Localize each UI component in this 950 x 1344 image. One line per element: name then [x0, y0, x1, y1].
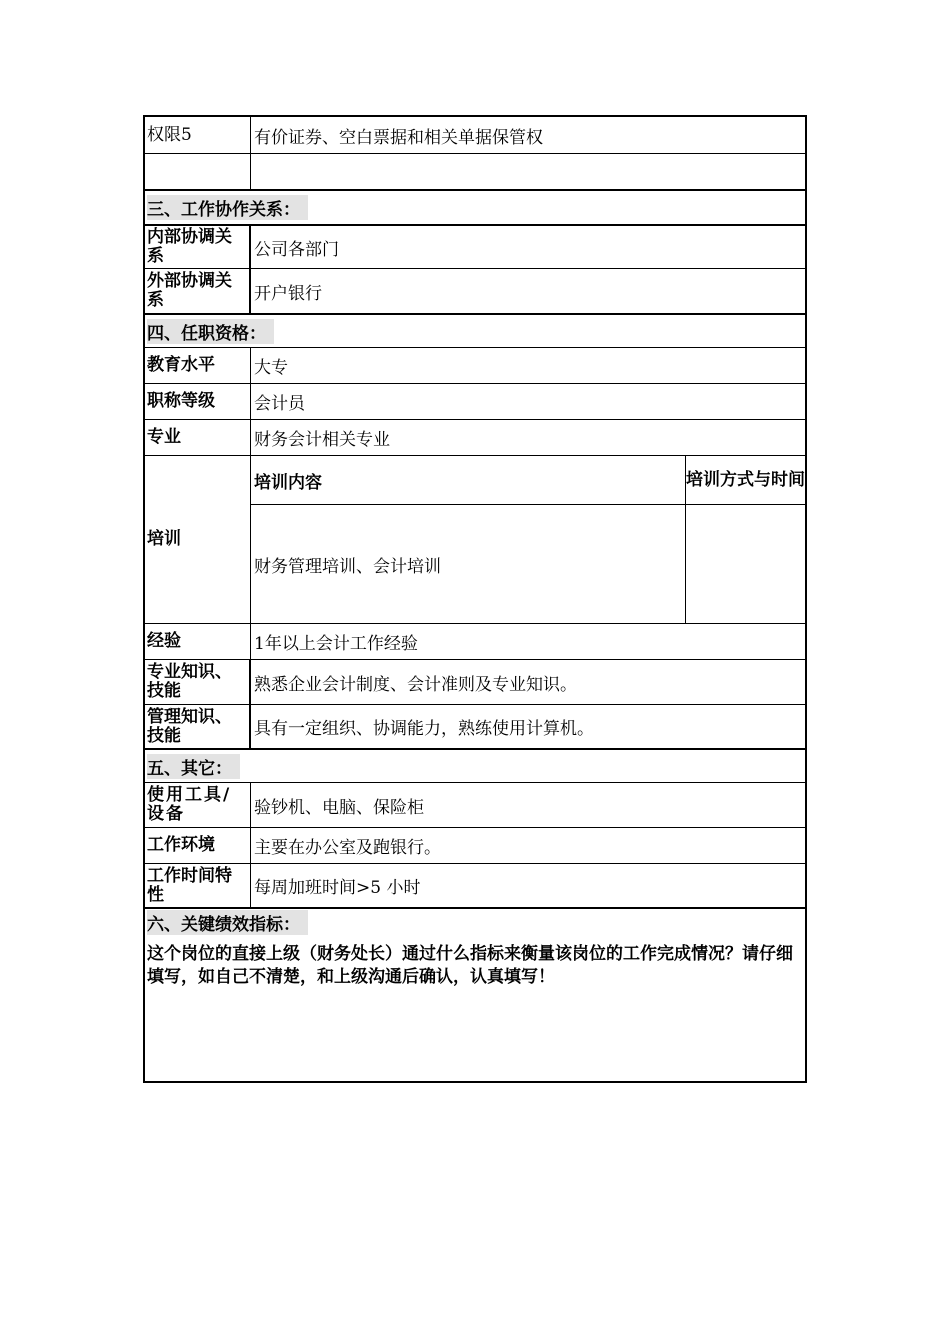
row-management-knowledge: [145, 704, 805, 748]
section-title: 六、关键绩效指标：: [145, 909, 805, 935]
row-education: [145, 347, 805, 383]
row-internal-coordination: [145, 224, 805, 268]
row-professional-knowledge: [145, 659, 805, 704]
row-title-level: [145, 383, 805, 419]
row-value: [251, 154, 805, 189]
row-value: 主要在办公室及跑银行。: [254, 838, 441, 858]
training-header-row: [251, 456, 805, 505]
row-authority5: [145, 117, 805, 153]
section-header-3: [145, 189, 805, 224]
row-label: 工作环境: [145, 828, 251, 863]
training-content-value: 财务管理培训、会计培训: [251, 505, 686, 623]
row-label: 经验: [145, 624, 251, 659]
row-value: 验钞机、电脑、保险柜: [254, 797, 424, 818]
row-label: 使用工具/设备: [145, 783, 251, 827]
row-training: [145, 455, 805, 623]
row-value: 公司各部门: [254, 239, 339, 260]
row-value: 会计员: [254, 394, 305, 414]
row-value: 开户银行: [254, 283, 322, 304]
row-value: 每周加班时间>5 小时: [254, 878, 421, 898]
row-value: 熟悉企业会计制度、会计准则及专业知识。: [254, 674, 577, 695]
section-kpi: [145, 907, 805, 1081]
section-header-5: [145, 748, 805, 782]
section-title: 五、其它：: [145, 750, 242, 782]
row-label: 工作时间特性: [145, 864, 251, 907]
training-method-header: 培训方式与时间: [686, 470, 805, 490]
section-title: 三、工作协作关系：: [145, 191, 310, 224]
row-label: 管理知识、技能: [145, 705, 251, 748]
row-label: 专业: [145, 420, 251, 455]
row-label: 职称等级: [145, 384, 251, 419]
job-description-table: [143, 115, 807, 1083]
training-subtable: [251, 456, 805, 623]
row-label: 内部协调关系: [145, 226, 251, 268]
row-label: 培训: [145, 456, 251, 623]
training-body-row: [251, 505, 805, 623]
kpi-instruction: 这个岗位的直接上级（财务处长）通过什么指标来衡量该岗位的工作完成情况？请仔细填写，如自己不清楚，和上级沟通后确认，认真填写！: [147, 944, 793, 987]
row-label: [145, 154, 251, 189]
training-method-value: [686, 505, 805, 623]
row-label: 教育水平: [145, 348, 251, 383]
row-external-coordination: [145, 268, 805, 313]
row-environment: [145, 827, 805, 863]
row-tools: [145, 782, 805, 827]
row-label: 权限5: [145, 117, 251, 153]
row-work-time: [145, 863, 805, 907]
row-value: 大专: [254, 358, 288, 378]
row-label: 专业知识、技能: [145, 660, 251, 704]
row-value: 1年以上会计工作经验: [254, 634, 418, 654]
row-major: [145, 419, 805, 455]
row-experience: [145, 623, 805, 659]
row-label: 外部协调关系: [145, 269, 251, 313]
row-value: 财务会计相关专业: [254, 430, 390, 450]
section-header-4: [145, 313, 805, 347]
section-title: 四、任职资格：: [145, 315, 276, 347]
row-blank: [145, 153, 805, 189]
row-value: 具有一定组织、协调能力，熟练使用计算机。: [254, 719, 594, 739]
row-value: 有价证券、空白票据和相关单据保管权: [254, 127, 543, 148]
training-content-header: 培训内容: [251, 456, 686, 504]
